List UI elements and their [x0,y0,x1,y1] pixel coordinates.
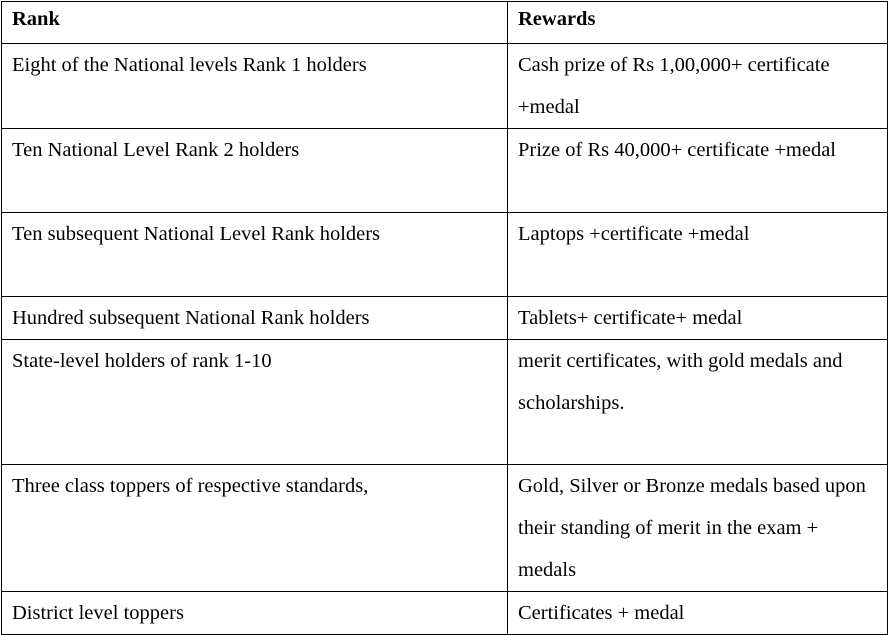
reward-cell: Prize of Rs 40,000+ certificate +medal [508,129,888,213]
table-header-row [2,2,888,44]
rank-cell: Ten National Level Rank 2 holders [2,129,508,213]
reward-cell: Certificates + medal [508,592,888,635]
rank-cell: Three class toppers of respective standards, [2,465,508,592]
table-row [2,213,888,297]
table-row [2,465,888,592]
rank-cell: State-level holders of rank 1-10 [2,340,508,465]
table-row [2,340,888,465]
reward-cell: Laptops +certificate +medal [508,213,888,297]
rank-cell: Hundred subsequent National Rank holders [2,297,508,340]
table-row [2,297,888,340]
reward-cell: merit certificates, with gold medals and scholarships. [508,340,888,465]
rank-cell: District level toppers [2,592,508,635]
reward-cell: Cash prize of Rs 1,00,000+ certificate +medal [508,44,888,129]
rank-column-header: Rank [2,2,508,44]
reward-cell: Gold, Silver or Bronze medals based upon their standing of merit in the exam + medals [508,465,888,592]
rank-cell: Eight of the National levels Rank 1 holders [2,44,508,129]
table-row [2,129,888,213]
table-row [2,592,888,635]
table-row [2,44,888,129]
rewards-column-header: Rewards [508,2,888,44]
reward-cell: Tablets+ certificate+ medal [508,297,888,340]
rewards-table [1,1,888,635]
rank-cell: Ten subsequent National Level Rank holders [2,213,508,297]
